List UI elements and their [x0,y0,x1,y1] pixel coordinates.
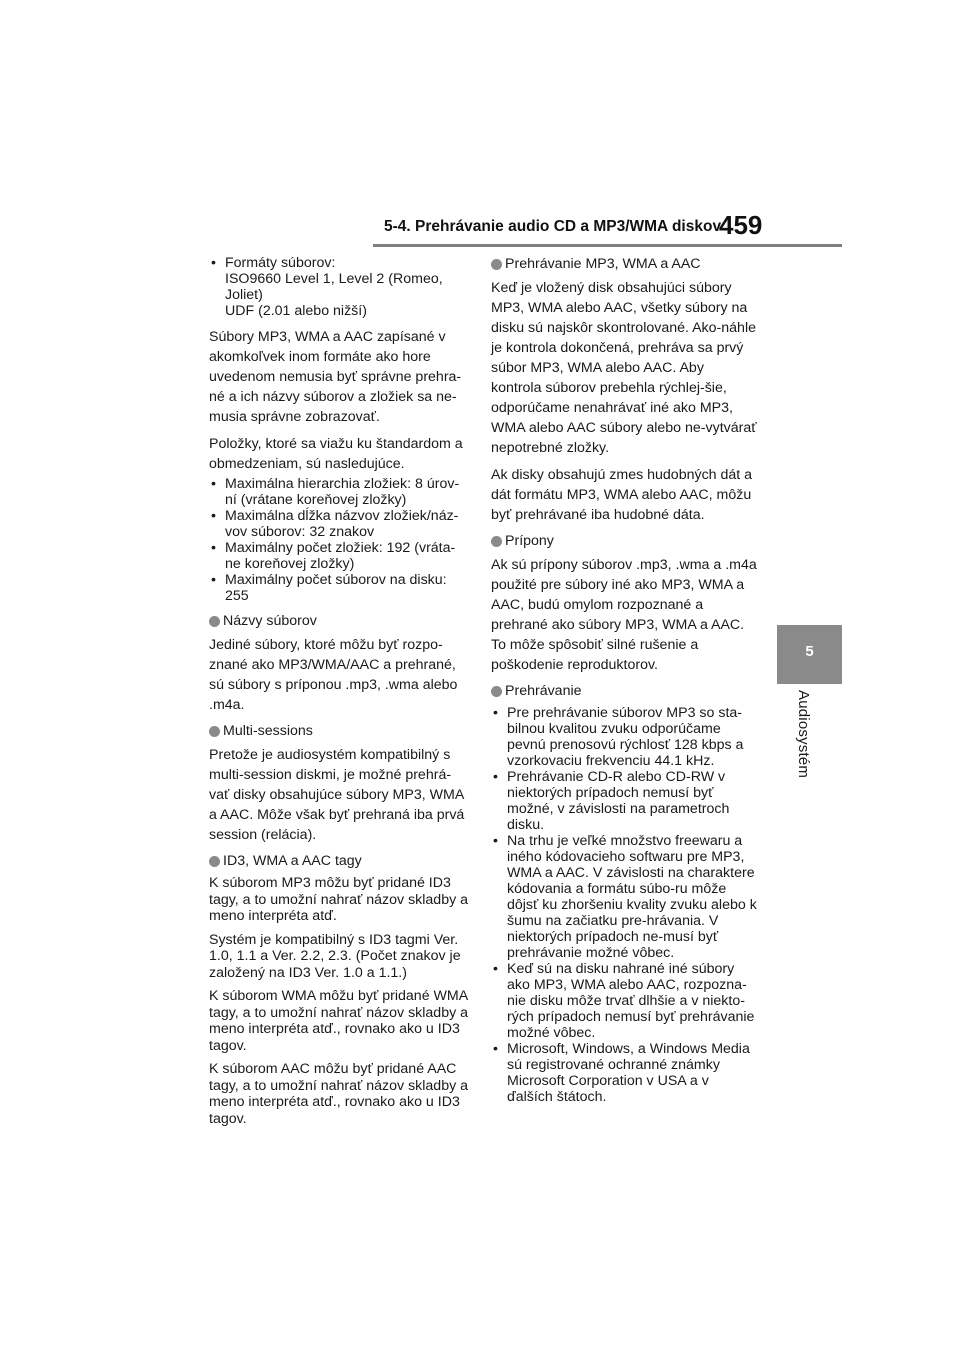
paragraph: Ak sú prípony súborov .mp3, .wma a .m4a použité pre súbory iné ako MP3, WMA a AAC, budú omylom rozpoznané a prehrané ako súbory MP3, WMA a AAC. To môže spôsobiť silné rušenie a poškodenie reproduktorov. [491,557,757,673]
paragraph: Ak disky obsahujú zmes hudobných dát a dát formátu MP3, WMA alebo AAC, môžu byť prehrávané iba hudobné dáta. [491,467,753,523]
list-item-text: Maximálna hierarchia zložiek: 8 úrov-ní (vrátane koreňovej zložky) [225,476,460,508]
paragraph: Položky, ktoré sa viažu ku štandardom a obmedzeniam, sú nasledujúce. [209,436,463,472]
list-item [209,572,471,604]
bullet: • [493,705,498,721]
subheading-text: Multi-sessions [223,723,313,739]
bullet: • [493,961,498,977]
page-number: 459 [719,210,763,240]
formats-line: Formáty súborov: [225,255,336,271]
list-item-text: Pre prehrávanie súborov MP3 so sta-bilnou kvalitou zvuku odporúčame pevnú prenosovú rýchlosť 128 kbps a vzorkovaciu frekvenciu 44.1 kHz. [507,705,744,769]
playback-list [491,705,757,1105]
subheading-text: ID3, WMA a AAC tagy [223,853,362,869]
bullet-dot-icon [491,686,502,697]
list-item [491,961,757,1041]
bullet: • [211,572,216,588]
formats-line: ISO9660 Level 1, Level 2 (Romeo, [225,271,443,287]
formats-line: UDF (2.01 alebo nižší) [225,303,367,319]
paragraph: Súbory MP3, WMA a AAC zapísané v akomkoľvek inom formáte ako hore uvedenom nemusia byť správne prehra-né a ich názvy súborov a zložiek sa ne-musia správne zobrazovať. [209,329,462,425]
list-item [491,769,757,833]
bullet-dot-icon [491,536,502,547]
bullet: • [211,508,216,524]
paragraph: K súborom WMA môžu byť pridané WMA tagy, a to umožní nahrať názov skladby a meno interpréta atď., rovnako ako u ID3 tagov. [209,988,469,1054]
paragraph: Systém je kompatibilný s ID3 tagmi Ver. 1.0, 1.1 a Ver. 2.2, 2.3. (Počet znakov je založený na ID3 Ver. 1.0 a 1.1.) [209,931,461,981]
chapter-tab [777,625,842,684]
bullet-dot-icon [209,726,220,737]
bullet: • [211,255,216,271]
bullet: • [211,476,216,492]
subheading-text: Prípony [505,533,554,549]
list-item-text: Maximálny počet zložiek: 192 (vráta-ne koreňovej zložky) [225,540,456,572]
subheading [209,722,471,741]
list-item-text: Microsoft, Windows, a Windows Media sú registrované ochranné známky Microsoft Corporation v USA a v ďalších štátoch. [507,1041,750,1105]
list-item-text: Maximálna dĺžka názvov zložiek/náz-vov súborov: 32 znakov [225,508,459,540]
limits-list [209,476,471,604]
bullet: • [211,540,216,556]
subheading [209,852,471,871]
paragraph: Pretože je audiosystém kompatibilný s multi-session diskmi, je možné prehrá-vať disky obsahujúce súbory MP3, WMA a AAC. Môže však byť prehraná iba prvá session (relácia). [209,747,465,843]
subheading [491,682,757,701]
formats-list [209,255,471,319]
list-item [491,1041,757,1105]
paragraph: K súborom MP3 môžu byť pridané ID3 tagy, a to umožní nahrať názov skladby a meno interpréta atď. [209,875,469,924]
bullet: • [493,833,498,849]
list-item [491,833,757,961]
list-item [491,705,757,769]
list-item [209,540,471,572]
list-item [209,508,471,540]
list-item-text: Maximálny počet súborov na disku: 255 [225,572,447,604]
bullet: • [493,1041,498,1057]
paragraph: Jediné súbory, ktoré môžu byť rozpo-znané ako MP3/WMA/AAC a prehrané, sú súbory s príponou .mp3, .wma alebo .m4a. [209,637,458,713]
subheading-text: Názvy súborov [223,613,317,629]
bullet-dot-icon [209,616,220,627]
left-column [209,255,471,1134]
list-item-text: Na trhu je veľké množstvo freewaru a iného kódovacieho softwaru pre MP3, WMA a AAC. V závislosti na charaktere kódovania a formátu súbo-ru môže dôjsť ku zhoršeniu kvality zvuku alebo k šumu na začiatku pre-hrávania. V niektorých prípadoch ne-musí byť prehrávanie možné vôbec. [507,833,757,961]
paragraph: K súborom AAC môžu byť pridané AAC tagy, a to umožní nahrať názov skladby a meno interpréta atď., rovnako ako u ID3 tagov. [209,1061,469,1127]
formats-line: Joliet) [225,287,263,303]
chapter-label: Audiosystém [795,690,812,779]
bullet: • [493,769,498,785]
list-item-text: Prehrávanie CD-R alebo CD-RW v niektorých prípadoch nemusí byť možné, v závislosti na parametroch disku. [507,769,730,833]
paragraph: Keď je vložený disk obsahujúci súbory MP3, WMA alebo AAC, všetky súbory na disku sú najskôr skontrolované. Ako-náhle je kontrola dokončená, prehráva sa prvý súbor MP3, WMA alebo AAC. Aby kontrola súborov prebehla rýchlej-šie, odporúčame nenahrávať iné ako MP3, WMA alebo AAC súbory alebo ne-vytvárať nepotrebné zložky. [491,280,757,456]
chapter-number: 5 [805,643,814,660]
subheading [491,532,757,551]
list-item [209,476,471,508]
list-item [209,255,471,319]
right-column [491,255,757,1113]
bullet-dot-icon [209,856,220,867]
subheading-text: Prehrávanie [505,683,582,699]
header-rule [373,244,842,247]
bullet-dot-icon [491,259,502,270]
subheading-text: Prehrávanie MP3, WMA a AAC [505,256,701,272]
list-item-text: Keď sú na disku nahrané iné súbory ako MP3, WMA alebo AAC, rozpozna-nie disku môže trvať dlhšie a v niekto-rých prípadoch nemusí byť prehrávanie možné vôbec. [507,961,755,1041]
section-title: 5-4. Prehrávanie audio CD a MP3/WMA diskov [384,218,722,235]
subheading [209,612,471,631]
subheading [491,255,757,274]
